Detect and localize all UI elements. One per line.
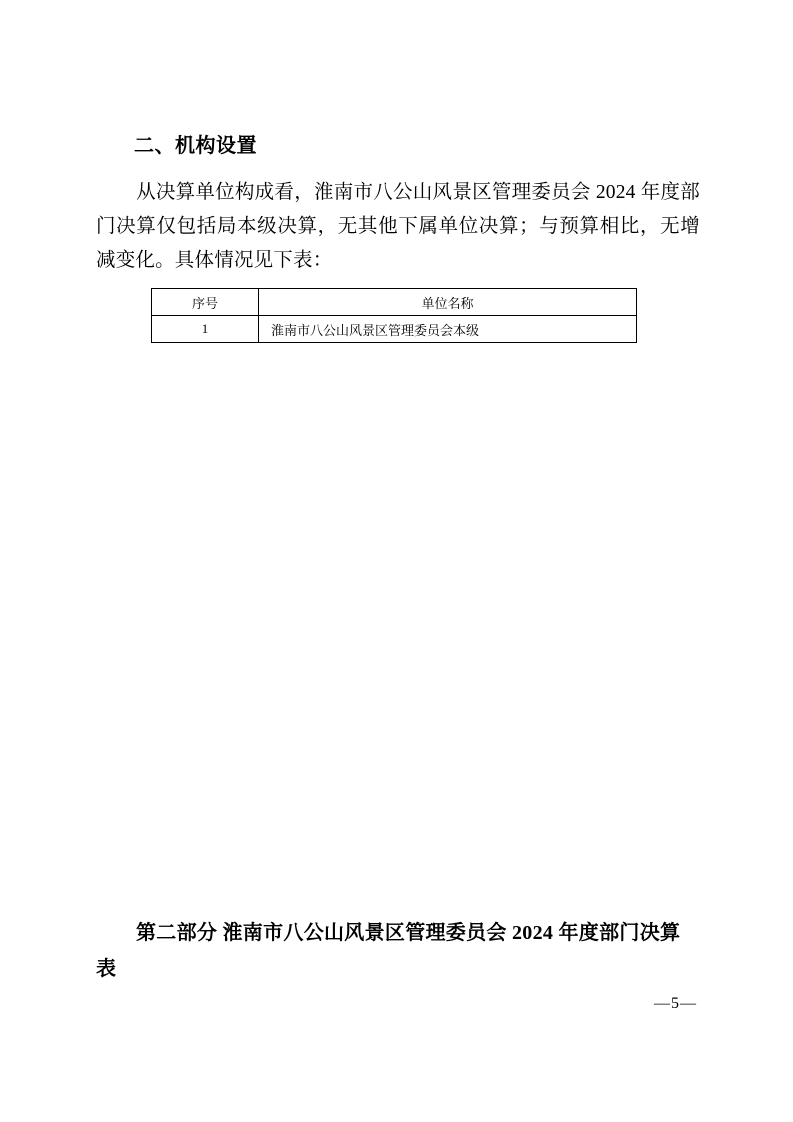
section-heading: 二、机构设置 (134, 135, 257, 157)
table-row (152, 316, 637, 343)
cell-index: 1 (152, 316, 259, 343)
unit-table (151, 288, 637, 343)
table-header-row (152, 289, 637, 316)
page-content (96, 130, 700, 343)
unit-table-head (152, 289, 637, 316)
body-paragraph (96, 176, 700, 278)
column-header-unit-name: 单位名称 (259, 289, 637, 316)
part-title: 第二部分 淮南市八公山风景区管理委员会 2024 年度部门决算表 (96, 922, 681, 980)
column-header-index: 序号 (152, 289, 259, 316)
unit-table-body (152, 316, 637, 343)
cell-unit-name: 淮南市八公山风景区管理委员会本级 (259, 316, 637, 343)
paragraph-text: 从决算单位构成看，淮南市八公山风景区管理委员会 2024 年度部门决算仅包括局本级决算，无其他下属单位决算；与预算相比，无增减变化。具体情况见下表： (96, 182, 700, 271)
page-number: —5— (654, 995, 697, 1012)
unit-table-wrapper (151, 288, 637, 343)
